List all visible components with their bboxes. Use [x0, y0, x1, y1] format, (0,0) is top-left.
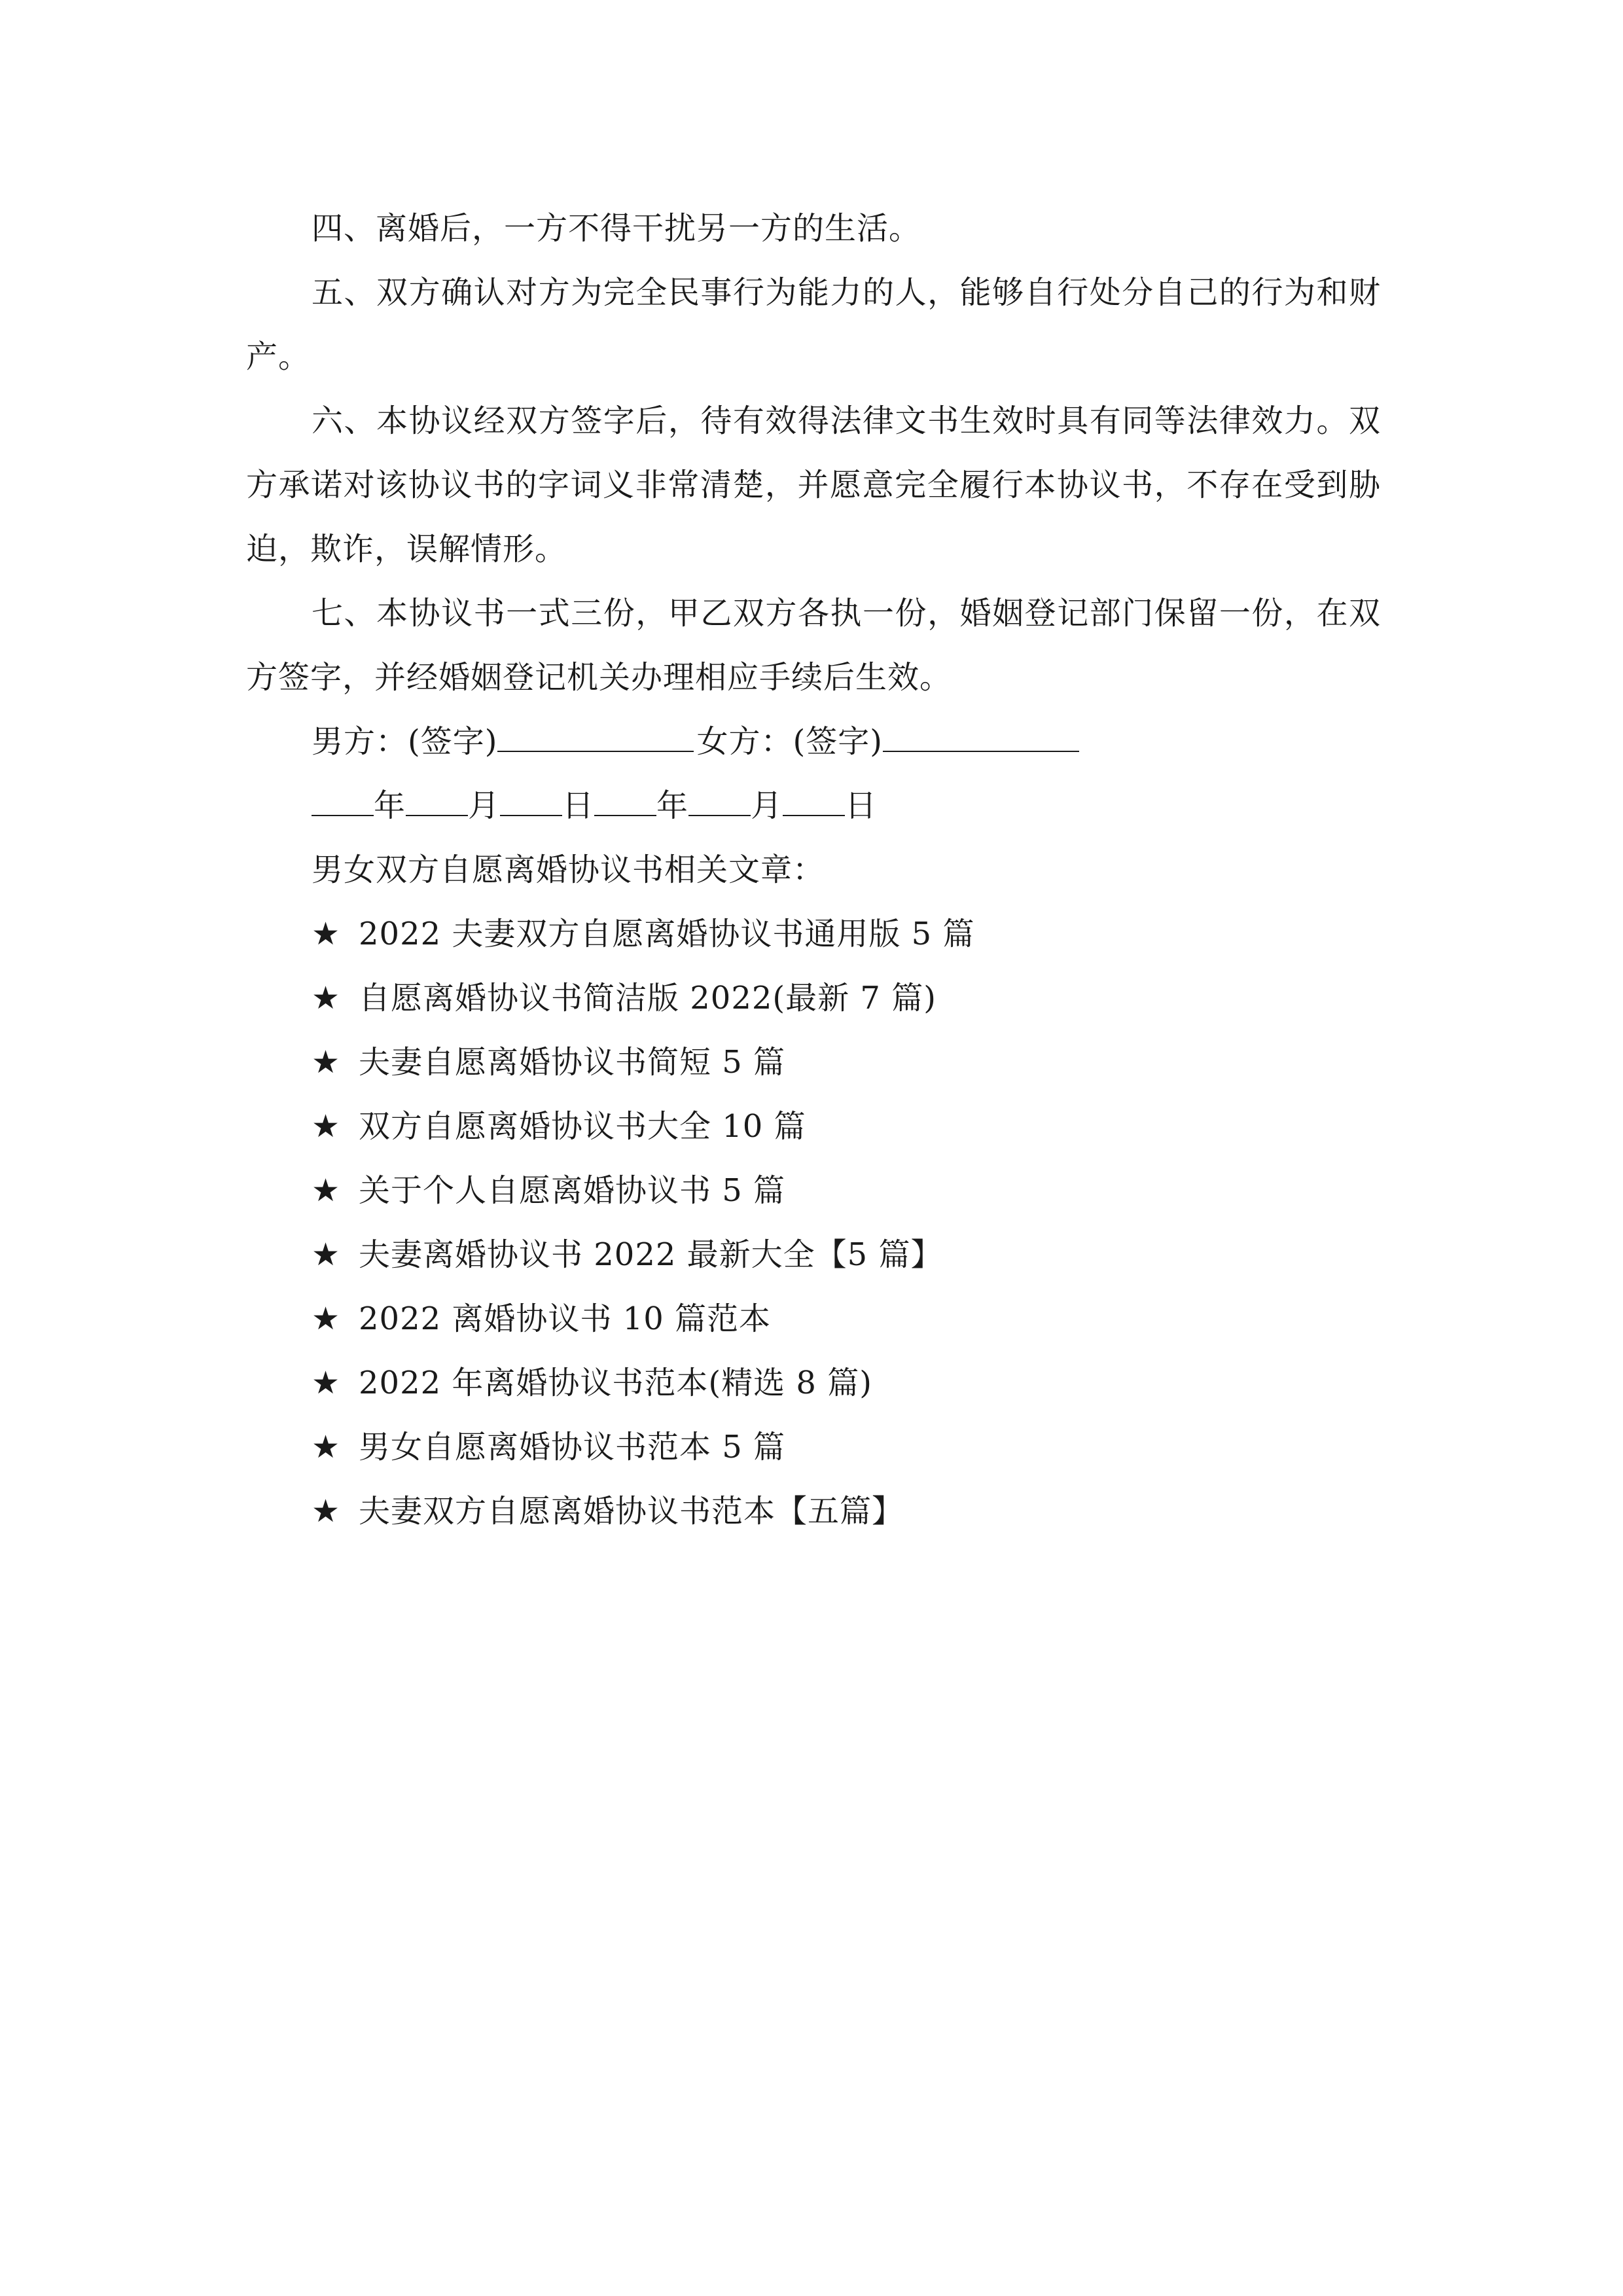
related-article-title[interactable]: 夫妻自愿离婚协议书简短 5 篇	[359, 1044, 786, 1081]
star-icon: ★	[312, 1108, 341, 1145]
related-article-link[interactable]	[246, 1223, 1381, 1287]
date-blank	[594, 778, 656, 816]
date-blank	[688, 778, 751, 816]
related-article-title[interactable]: 2022 夫妻双方自愿离婚协议书通用版 5 篇	[359, 916, 975, 952]
related-article-title[interactable]: 夫妻离婚协议书 2022 最新大全【5 篇】	[359, 1236, 943, 1273]
related-article-title[interactable]: 男女自愿离婚协议书范本 5 篇	[359, 1429, 786, 1465]
date-line	[246, 774, 1381, 838]
clause-4: 四、离婚后，一方不得干扰另一方的生活。	[312, 210, 921, 247]
clause-6: 六、本协议经双方签字后，待有效得法律文书生效时具有同等法律效力。双方承诺对该协议书的字词义非常清楚，并愿意完全履行本协议书，不存在受到胁迫，欺诈，误解情形。	[246, 403, 1381, 567]
date-blank	[406, 778, 468, 816]
date-month-label: 月	[468, 787, 501, 824]
related-article-title[interactable]: 关于个人自愿离婚协议书 5 篇	[359, 1172, 786, 1209]
related-article-title[interactable]: 2022 年离婚协议书范本(精选 8 篇)	[359, 1365, 872, 1401]
star-icon: ★	[312, 980, 341, 1016]
date-blank	[312, 778, 374, 816]
related-article-link[interactable]	[246, 1094, 1381, 1158]
star-icon: ★	[312, 1429, 341, 1465]
related-article-link[interactable]	[246, 1351, 1381, 1415]
clause-7: 七、本协议书一式三份，甲乙双方各执一份，婚姻登记部门保留一份，在双方签字，并经婚姻登记机关办理相应手续后生效。	[246, 595, 1381, 696]
related-article-link[interactable]	[246, 1158, 1381, 1223]
date-day-label: 日	[562, 787, 595, 824]
related-article-link[interactable]	[246, 1287, 1381, 1351]
document-body	[246, 196, 1381, 1543]
related-article-link[interactable]	[246, 902, 1381, 966]
date-blank	[783, 778, 845, 816]
date-blank	[500, 778, 562, 816]
related-article-link[interactable]	[246, 966, 1381, 1030]
star-icon: ★	[312, 1493, 341, 1530]
male-signature-label: 男方：(签字)	[312, 723, 498, 760]
male-signature-blank	[497, 714, 694, 752]
star-icon: ★	[312, 1300, 341, 1337]
related-article-link[interactable]	[246, 1479, 1381, 1543]
date-year-label: 年	[656, 787, 689, 824]
female-signature-blank	[883, 714, 1079, 752]
female-signature-label: 女方：(签字)	[696, 723, 883, 760]
related-articles-heading: 男女双方自愿离婚协议书相关文章：	[312, 852, 825, 888]
related-article-title[interactable]: 夫妻双方自愿离婚协议书范本【五篇】	[359, 1493, 904, 1530]
star-icon: ★	[312, 1236, 341, 1273]
signature-line	[246, 709, 1381, 774]
star-icon: ★	[312, 1172, 341, 1209]
date-month-label: 月	[751, 787, 783, 824]
star-icon: ★	[312, 1044, 341, 1081]
date-year-label: 年	[374, 787, 406, 824]
related-article-link[interactable]	[246, 1415, 1381, 1479]
related-article-link[interactable]	[246, 1030, 1381, 1094]
related-article-title[interactable]: 双方自愿离婚协议书大全 10 篇	[359, 1108, 806, 1145]
clause-5: 五、双方确认对方为完全民事行为能力的人，能够自行处分自己的行为和财产。	[246, 274, 1381, 375]
star-icon: ★	[312, 1365, 341, 1401]
related-article-title[interactable]: 自愿离婚协议书简洁版 2022(最新 7 篇)	[359, 980, 936, 1016]
star-icon: ★	[312, 916, 341, 952]
related-article-title[interactable]: 2022 离婚协议书 10 篇范本	[359, 1300, 772, 1337]
date-day-label: 日	[845, 787, 878, 824]
